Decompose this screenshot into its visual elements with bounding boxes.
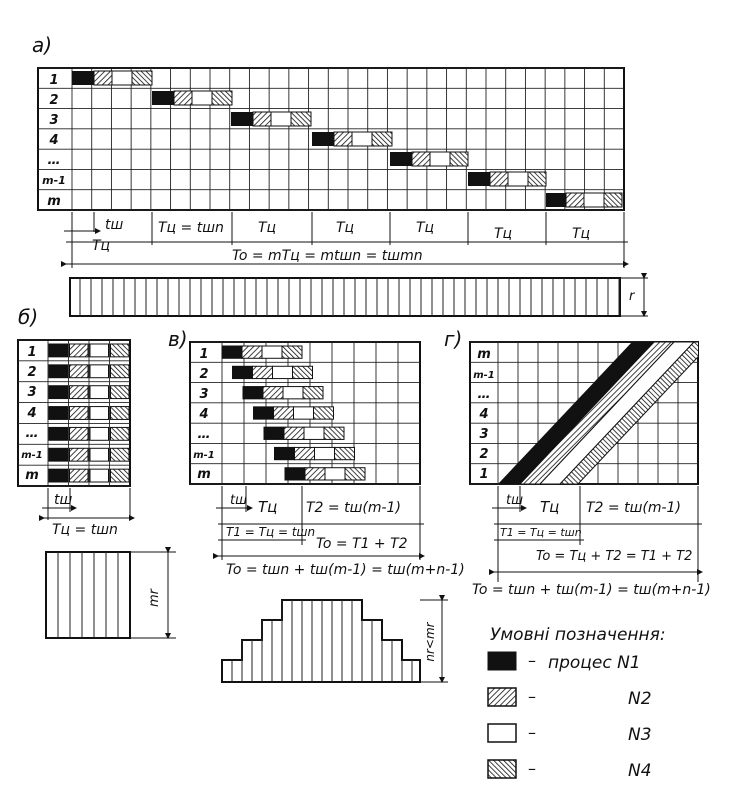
panel-b-bar-process-1 bbox=[49, 427, 68, 440]
panel-b-bar-process-2 bbox=[70, 386, 89, 399]
legend-item-label: N3 bbox=[628, 725, 652, 745]
legend-dash: – bbox=[528, 651, 536, 670]
panel-a-row-label: m bbox=[47, 194, 61, 209]
panel-a-bar-row-5 bbox=[390, 152, 468, 166]
panel-g-row-label: 4 bbox=[479, 407, 489, 422]
panel-v-bar-process-2 bbox=[274, 407, 294, 419]
panel-b-t-sh-label: tш bbox=[54, 492, 73, 508]
panel-b-bar-process-3 bbox=[90, 344, 109, 357]
panel-g bbox=[444, 327, 712, 598]
panel-g-row-label: 2 bbox=[479, 447, 489, 462]
panel-b-row-label: … bbox=[25, 426, 39, 441]
panel-g-row-label: 3 bbox=[479, 427, 489, 442]
legend-item-1 bbox=[488, 651, 641, 673]
panel-b-bar-process-4 bbox=[111, 386, 130, 399]
panel-g-row-label: m bbox=[477, 347, 491, 362]
panel-b-row-label: 3 bbox=[27, 385, 37, 400]
panel-b-bar-process-4 bbox=[111, 448, 130, 461]
panel-v-bar-process-3 bbox=[262, 346, 282, 358]
panel-v-bar-process-3 bbox=[315, 447, 335, 459]
panel-b-row-label: m-1 bbox=[21, 450, 43, 461]
legend-swatch-hatch-right bbox=[488, 688, 516, 706]
panel-a-bar-row-3 bbox=[231, 112, 311, 126]
panel-v-row-label: 2 bbox=[199, 367, 209, 382]
panel-a-cycle-label: Tц = tшn bbox=[158, 220, 224, 236]
panel-g-row-label: m-1 bbox=[473, 370, 495, 381]
panel-b-bar-process-3 bbox=[90, 448, 109, 461]
panel-b-bar-process-1 bbox=[49, 469, 68, 482]
panel-v-height-label: nr<mr bbox=[423, 622, 437, 662]
panel-a-row-label: 2 bbox=[49, 93, 59, 108]
panel-a-row-labels bbox=[42, 73, 66, 209]
panel-v-bar-process-2 bbox=[263, 387, 283, 399]
panel-a-row-label: m-1 bbox=[42, 174, 66, 187]
panel-v-row-label: 3 bbox=[199, 387, 209, 402]
legend-swatch-solid bbox=[488, 652, 516, 670]
panel-v-t1-label: T1 = Tц = tшn bbox=[226, 525, 316, 539]
panel-v-bar-process-3 bbox=[294, 407, 314, 419]
panel-b-row-label: m bbox=[25, 468, 39, 483]
panel-a-row-label: … bbox=[47, 153, 61, 168]
panel-v-bar-process-1 bbox=[243, 387, 263, 399]
legend-swatch-hatch-left bbox=[488, 760, 516, 778]
panel-a bbox=[32, 33, 648, 316]
panel-v-row-label: 4 bbox=[199, 407, 209, 422]
panel-v-bar-process-4 bbox=[293, 366, 313, 378]
panel-a-cycle-label: Tц bbox=[494, 226, 513, 242]
panel-a-bar-row-4 bbox=[312, 132, 392, 146]
panel-v-bar-process-2 bbox=[253, 366, 273, 378]
panel-b-height-label: mr bbox=[147, 588, 162, 608]
panel-a-t-ts-label: Tц bbox=[92, 238, 111, 254]
panel-v-total-label: To = tшn + tш(m-1) = tш(m+n-1) bbox=[226, 562, 465, 578]
panel-a-dimension-labels bbox=[92, 217, 590, 264]
panel-v-t-ts-label: Tц bbox=[258, 498, 278, 516]
panel-a-row-label: 4 bbox=[49, 133, 59, 148]
panel-a-row-label: 3 bbox=[49, 113, 59, 128]
panel-v bbox=[168, 327, 465, 682]
panel-b-bar-process-3 bbox=[90, 365, 109, 378]
panel-b-cycle-label: Tц = tшn bbox=[52, 522, 118, 538]
panel-a-load-strip bbox=[70, 278, 648, 316]
panel-b-bar-process-1 bbox=[49, 344, 68, 357]
panel-v-bar-process-2 bbox=[242, 346, 262, 358]
panel-v-bar-process-3 bbox=[304, 427, 324, 439]
panel-v-bar-process-4 bbox=[324, 427, 344, 439]
panel-v-row-label: m bbox=[197, 467, 211, 482]
panel-a-cycle-label: Tц bbox=[336, 220, 355, 236]
legend-item-4 bbox=[488, 759, 652, 781]
panel-v-bar-process-1 bbox=[254, 407, 274, 419]
panel-g-row-label: … bbox=[477, 387, 491, 402]
panel-v-bar-process-1 bbox=[275, 447, 295, 459]
panel-v-bar-process-4 bbox=[335, 447, 355, 459]
legend-dash: – bbox=[528, 723, 536, 742]
panel-b-bar-process-2 bbox=[70, 344, 89, 357]
panel-b-bar-process-2 bbox=[70, 469, 89, 482]
panel-b-bar-process-1 bbox=[49, 448, 68, 461]
panel-a-bar-row-6 bbox=[468, 172, 546, 186]
panel-v-bar-process-1 bbox=[222, 346, 242, 358]
panel-a-process-bars bbox=[72, 71, 622, 207]
panel-g-total-label: To = tшn + tш(m-1) = tш(m+n-1) bbox=[472, 582, 711, 598]
panel-a-label: а) bbox=[32, 33, 53, 57]
panel-a-bar-row-7 bbox=[546, 193, 622, 207]
panel-v-row-label: m-1 bbox=[193, 450, 215, 461]
legend-item-2 bbox=[488, 687, 652, 709]
panel-a-cycle-label: Tц bbox=[416, 220, 435, 236]
panel-v-t2-label: T2 = tш(m-1) bbox=[306, 500, 401, 516]
legend-dash: – bbox=[528, 687, 536, 706]
panel-b-bar-process-4 bbox=[111, 469, 130, 482]
panel-b-bar-process-3 bbox=[90, 386, 109, 399]
panel-g-t2-label: T2 = tш(m-1) bbox=[586, 500, 681, 516]
panel-b-row-label: 4 bbox=[27, 406, 37, 421]
legend-item-label: N4 bbox=[628, 761, 652, 781]
legend-item-label: процес N1 bbox=[548, 653, 641, 673]
panel-b-bar-process-2 bbox=[70, 448, 89, 461]
panel-b-bar-process-3 bbox=[90, 427, 109, 440]
panel-b-bar-process-2 bbox=[70, 407, 89, 420]
panel-b-row-label: 1 bbox=[27, 345, 37, 360]
panel-v-bar-process-4 bbox=[282, 346, 302, 358]
panel-a-cycle-label: Tц bbox=[572, 226, 591, 242]
panel-g-row-label: 1 bbox=[479, 467, 489, 482]
panel-b-bar-process-1 bbox=[49, 386, 68, 399]
panel-v-t-sh-label: tш bbox=[230, 493, 247, 508]
panel-v-bar-process-3 bbox=[325, 468, 345, 480]
legend bbox=[488, 625, 666, 781]
panel-g-t0-label: To = Tц + T2 = T1 + T2 bbox=[536, 549, 693, 564]
panel-a-height-label: r bbox=[629, 289, 635, 304]
panel-v-row-label: 1 bbox=[199, 347, 209, 362]
panel-a-t-sh-label: tш bbox=[105, 217, 124, 233]
panel-v-bar-process-1 bbox=[285, 468, 305, 480]
legend-item-3 bbox=[488, 723, 652, 745]
panel-v-t0-label: To = T1 + T2 bbox=[316, 536, 408, 552]
panel-a-total-label: To = mTц = mtшn = tшmn bbox=[232, 248, 423, 264]
panel-v-row-label: … bbox=[197, 427, 211, 442]
panel-v-bar-process-2 bbox=[295, 447, 315, 459]
panel-b-bar-process-4 bbox=[111, 344, 130, 357]
legend-title: Умовні позначення: bbox=[490, 625, 666, 645]
panel-v-bar-process-4 bbox=[345, 468, 365, 480]
panel-b-bar-process-2 bbox=[70, 427, 89, 440]
panel-a-bar-row-1 bbox=[72, 71, 152, 85]
panel-v-bar-process-2 bbox=[305, 468, 325, 480]
panel-b-bar-process-1 bbox=[49, 407, 68, 420]
panel-v-bar-process-4 bbox=[303, 387, 323, 399]
panel-b-label: б) bbox=[18, 305, 39, 329]
panel-b-bar-process-4 bbox=[111, 427, 130, 440]
panel-b-row-label: 2 bbox=[27, 365, 37, 380]
panel-b-bar-process-3 bbox=[90, 469, 109, 482]
panel-b-bar-process-4 bbox=[111, 407, 130, 420]
panel-g-t1-label: T1 = Tц = tшn bbox=[500, 526, 582, 539]
panel-b-bar-process-3 bbox=[90, 407, 109, 420]
legend-swatch-empty bbox=[488, 724, 516, 742]
panel-b bbox=[18, 305, 176, 638]
panel-v-bar-process-1 bbox=[264, 427, 284, 439]
panel-b-load-block bbox=[46, 552, 176, 638]
panel-v-load-profile bbox=[222, 600, 448, 682]
panel-g-t-ts-label: Tц bbox=[540, 498, 560, 516]
panel-g-t-sh-label: tш bbox=[506, 493, 523, 508]
panel-b-bar-process-4 bbox=[111, 365, 130, 378]
legend-item-label: N2 bbox=[628, 689, 652, 709]
panel-v-bar-process-3 bbox=[273, 366, 293, 378]
panel-g-label: г) bbox=[444, 327, 463, 351]
panel-v-bar-process-2 bbox=[284, 427, 304, 439]
panel-v-bar-process-1 bbox=[233, 366, 253, 378]
panel-v-label: в) bbox=[168, 327, 188, 351]
panel-b-bar-process-1 bbox=[49, 365, 68, 378]
panel-v-bar-process-3 bbox=[283, 387, 303, 399]
panel-v-bar-process-4 bbox=[314, 407, 334, 419]
legend-dash: – bbox=[528, 759, 536, 778]
panel-a-row-label: 1 bbox=[49, 73, 59, 88]
panel-a-bar-row-2 bbox=[152, 91, 232, 105]
panel-a-cycle-label: Tц bbox=[258, 220, 277, 236]
panel-b-bar-process-2 bbox=[70, 365, 89, 378]
